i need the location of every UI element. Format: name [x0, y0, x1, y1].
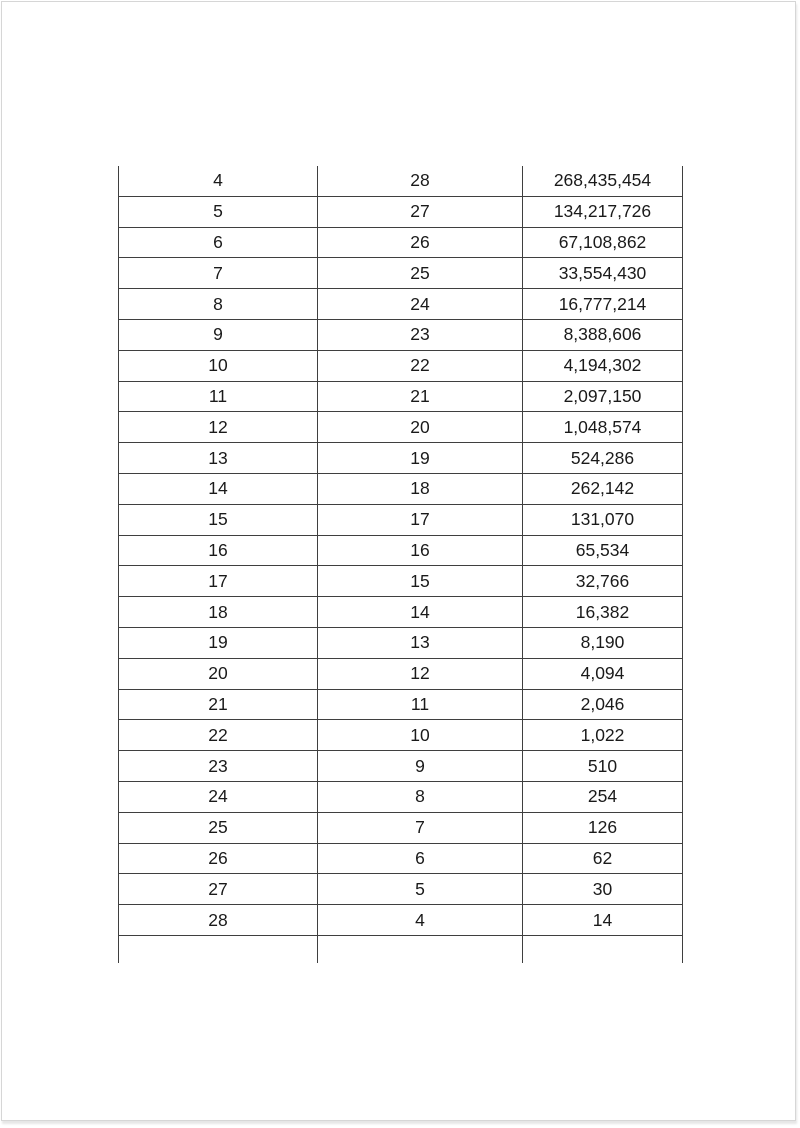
table-cell: 7 — [318, 812, 523, 843]
table-row — [119, 381, 683, 412]
table-cell: 15 — [318, 566, 523, 597]
table-row — [119, 319, 683, 350]
table-cell: 25 — [119, 812, 318, 843]
table-cell: 25 — [318, 258, 523, 289]
table-row — [119, 196, 683, 227]
table-cell: 26 — [318, 227, 523, 258]
table-cell: 16 — [318, 535, 523, 566]
table-cell: 16,777,214 — [523, 289, 683, 320]
table-cell: 510 — [523, 751, 683, 782]
table-cell: 26 — [119, 843, 318, 874]
table-row — [119, 843, 683, 874]
table-cell: 32,766 — [523, 566, 683, 597]
table-cell: 19 — [318, 443, 523, 474]
table-cell: 23 — [119, 751, 318, 782]
table-row — [119, 751, 683, 782]
table-row — [119, 289, 683, 320]
table-cell: 5 — [318, 874, 523, 905]
table-cell: 8,190 — [523, 627, 683, 658]
table-cell: 24 — [119, 781, 318, 812]
table-row — [119, 443, 683, 474]
table-cell: 10 — [119, 350, 318, 381]
table-cell: 2,046 — [523, 689, 683, 720]
table-cell: 8 — [318, 781, 523, 812]
table-cell: 14 — [119, 473, 318, 504]
table-row — [119, 781, 683, 812]
table-cell: 7 — [119, 258, 318, 289]
table-cell: 67,108,862 — [523, 227, 683, 258]
table-cell: 11 — [119, 381, 318, 412]
table-cell: 11 — [318, 689, 523, 720]
table-row — [119, 627, 683, 658]
table-cell: 1,022 — [523, 720, 683, 751]
table-row — [119, 905, 683, 936]
table-cell: 4,194,302 — [523, 350, 683, 381]
table-cell — [523, 935, 683, 963]
table-cell: 126 — [523, 812, 683, 843]
table-cell: 15 — [119, 504, 318, 535]
table-cell: 262,142 — [523, 473, 683, 504]
table-cell: 8,388,606 — [523, 319, 683, 350]
table-cell: 21 — [119, 689, 318, 720]
table-cell: 28 — [119, 905, 318, 936]
table-row — [119, 874, 683, 905]
table-cell: 24 — [318, 289, 523, 320]
table-cell: 62 — [523, 843, 683, 874]
table-cell: 21 — [318, 381, 523, 412]
table-cell: 17 — [318, 504, 523, 535]
table-cell: 2,097,150 — [523, 381, 683, 412]
table-cell: 14 — [523, 905, 683, 936]
table-row — [119, 812, 683, 843]
table-row — [119, 504, 683, 535]
table-cell: 20 — [318, 412, 523, 443]
table-cell: 134,217,726 — [523, 196, 683, 227]
table-cell: 12 — [318, 658, 523, 689]
table-cell: 6 — [318, 843, 523, 874]
table-cell — [318, 935, 523, 963]
document-page — [1, 1, 796, 1121]
table-cell: 28 — [318, 166, 523, 196]
table-cell: 254 — [523, 781, 683, 812]
table-row — [119, 473, 683, 504]
table-cell: 18 — [119, 597, 318, 628]
table-cell: 12 — [119, 412, 318, 443]
table-cell: 268,435,454 — [523, 166, 683, 196]
table-cell: 27 — [318, 196, 523, 227]
table-cell: 524,286 — [523, 443, 683, 474]
powers-of-two-table — [118, 166, 683, 963]
table-cell: 131,070 — [523, 504, 683, 535]
table-cell: 14 — [318, 597, 523, 628]
table-cell: 6 — [119, 227, 318, 258]
table-cell: 30 — [523, 874, 683, 905]
table-cell: 8 — [119, 289, 318, 320]
table-row — [119, 412, 683, 443]
table-cell: 5 — [119, 196, 318, 227]
table-cell: 4 — [318, 905, 523, 936]
table-cell: 22 — [318, 350, 523, 381]
table-cell: 18 — [318, 473, 523, 504]
table-cell: 4,094 — [523, 658, 683, 689]
table-cell: 27 — [119, 874, 318, 905]
table-cell: 33,554,430 — [523, 258, 683, 289]
table-row — [119, 350, 683, 381]
table-row — [119, 166, 683, 196]
table-row — [119, 597, 683, 628]
table-cell: 13 — [318, 627, 523, 658]
table-row — [119, 935, 683, 963]
table-row — [119, 258, 683, 289]
table-row — [119, 535, 683, 566]
table-body — [119, 166, 683, 963]
table-cell: 1,048,574 — [523, 412, 683, 443]
table-cell: 17 — [119, 566, 318, 597]
table-cell: 22 — [119, 720, 318, 751]
table-row — [119, 566, 683, 597]
table-cell: 13 — [119, 443, 318, 474]
table-cell: 23 — [318, 319, 523, 350]
table-cell: 9 — [318, 751, 523, 782]
table-cell: 65,534 — [523, 535, 683, 566]
table-row — [119, 227, 683, 258]
table-row — [119, 720, 683, 751]
table-row — [119, 689, 683, 720]
table-cell: 9 — [119, 319, 318, 350]
table-cell: 16,382 — [523, 597, 683, 628]
table-cell: 4 — [119, 166, 318, 196]
table-cell: 16 — [119, 535, 318, 566]
table-cell — [119, 935, 318, 963]
table-row — [119, 658, 683, 689]
table-cell: 10 — [318, 720, 523, 751]
table-cell: 20 — [119, 658, 318, 689]
table-cell: 19 — [119, 627, 318, 658]
